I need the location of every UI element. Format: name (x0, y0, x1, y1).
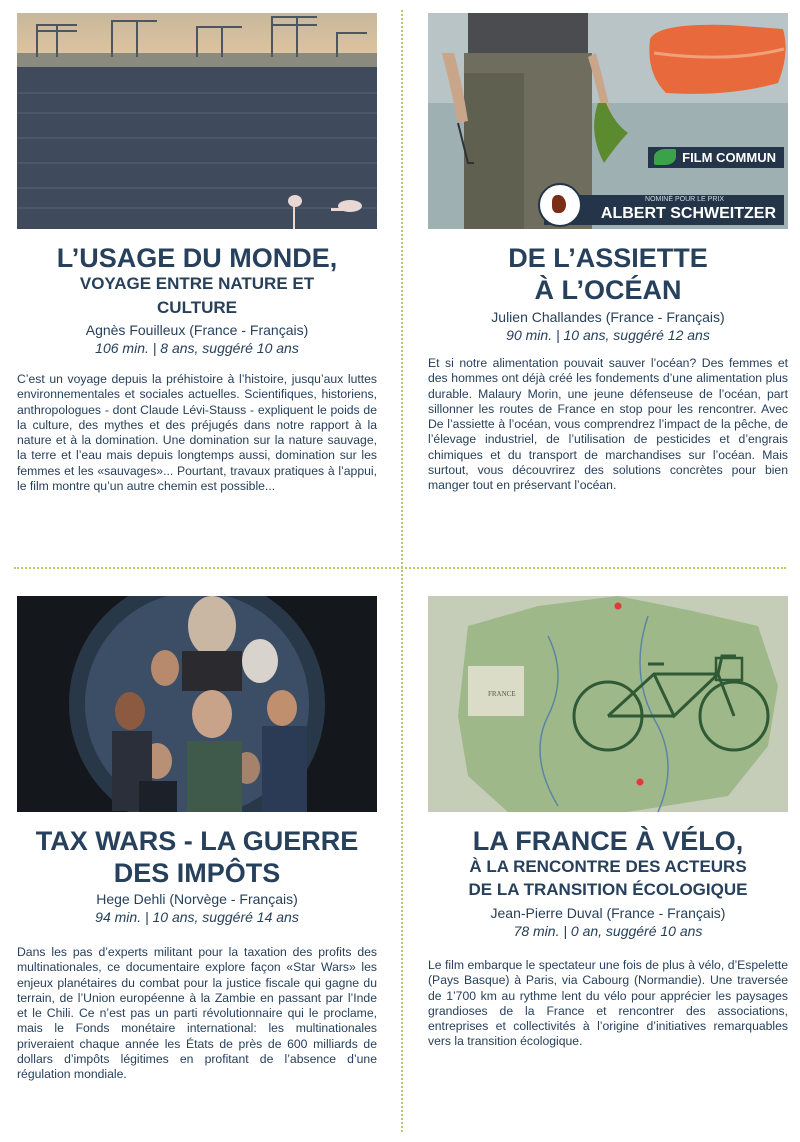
film-meta: 94 min. | 10 ans, suggéré 14 ans (95, 909, 299, 925)
film-meta: 90 min. | 10 ans, suggéré 12 ans (506, 327, 710, 343)
film-title-line-2: À L’OCÉAN (534, 275, 682, 305)
film-title: L’USAGE DU MONDE, (56, 243, 338, 273)
film-image-seaweed-boat (428, 13, 788, 229)
award-badge-name: ALBERT SCHWEITZER (600, 205, 776, 222)
film-description: Dans les pas d’experts militant pour la taxation des profits des multinationales, ce documentaire explore façon «Star Wars» les enjeux planétaires du combat pour la justice fiscale qui gagne du terrain, de l’Union européenne à la Zambie en passant par l’Inde et le Chili. Ce n’est pas un parti révolutionnaire qui le proclame, mais le Fonds monétaire international: les multinationales priveraient chaque année les États de près de 600 milliards de dollars d’impôts légitimes en profitant de l’absence d’une régulation mondiale. (17, 945, 377, 1082)
film-card-assiette-ocean (428, 13, 788, 553)
film-director: Julien Challandes (France - Français) (491, 309, 725, 325)
horizontal-divider (14, 567, 786, 569)
film-card-usage-du-monde (17, 13, 377, 553)
film-meta: 106 min. | 8 ans, suggéré 10 ans (95, 340, 299, 356)
film-director: Agnès Fouilleux (France - Français) (85, 322, 309, 338)
film-subtitle-line-1: À LA RENCONTRE DES ACTEURS (469, 857, 747, 876)
film-title: LA FRANCE À VÉLO, (472, 826, 744, 856)
film-description: C’est un voyage depuis la préhistoire à l’histoire, jusqu’aux luttes environnementales et sociales actuelles. Scientifiques, historiens, anthropologues - dont Claude Lévi-Stauss - expliquent le poids de la culture, des mythes et des préjugés dans notre rapport à la nature et à la domination. Une domination sur la nature sauvage, la terre et l’eau mais depuis longtemps aussi, domination sur les femmes et les «sauvages»... Pourtant, travaux pratiques à l’appui, le film montre qu’un autre chemin est possible... (17, 372, 377, 494)
film-commun-logo-icon (654, 149, 676, 165)
film-description: Le film embarque le spectateur une fois de plus à vélo, d’Espelette (Pays Basque) à Paris, via Cabourg (Normandie). Une traversée de 1’700 km au rythme lent du vélo pour apprécier les paysages grandioses de la France et rencontrer des associations, entreprises et collectivités à l’origine d’initiatives remarquables vers la transition écologique. (428, 958, 788, 1049)
film-title-line-1: DE L’ASSIETTE (508, 243, 708, 273)
film-subtitle-line-2: CULTURE (157, 298, 237, 317)
film-commun-badge: FILM COMMUN (648, 147, 784, 168)
film-image-harbour-flamingos (17, 13, 377, 229)
film-director: Hege Dehli (Norvège - Français) (96, 891, 298, 907)
film-credits (428, 308, 788, 344)
film-credits (428, 904, 788, 940)
film-credits (17, 890, 377, 926)
film-subtitle-line-2: DE LA TRANSITION ÉCOLOGIQUE (468, 880, 748, 899)
film-credits (17, 321, 377, 357)
film-description: Et si notre alimentation pouvait sauver l’océan? Des femmes et des hommes ont déjà créé les fondements d’une alimentation plus durable. Malaury Morin, une jeune défenseuse de l’océan, part sillonner les routes de France en stop pour les rencontrer. Avec De l’assiette à l’océan, vous comprendrez l’impact de la pêche, de l’élevage industriel, de l’utilisation de pesticides et d’engrais chimiques et du transport de marchandises sur l’océan. Mais surtout, vous découvrirez des solutions concrètes pour bien manger tout en préservant l’océan. (428, 356, 788, 493)
map-caption: FRANCE (488, 690, 516, 698)
film-title-line-1: TAX WARS - LA GUERRE (35, 826, 359, 856)
film-image-france-map-bicycle (428, 596, 788, 812)
film-subtitle-line-1: VOYAGE ENTRE NATURE ET (79, 274, 315, 293)
vertical-divider (401, 10, 403, 1132)
award-badge-caption: NOMINÉ POUR LE PRIX (645, 196, 724, 203)
film-title-line-2: DES IMPÔTS (113, 858, 281, 888)
albert-schweitzer-seal-icon (538, 183, 582, 227)
film-director: Jean-Pierre Duval (France - Français) (490, 905, 726, 921)
film-card-tax-wars (17, 596, 377, 1136)
film-image-tax-wars-poster (17, 596, 377, 812)
award-badge (544, 195, 784, 225)
film-card-france-a-velo (428, 596, 788, 1136)
film-meta: 78 min. | 0 an, suggéré 10 ans (513, 923, 703, 939)
